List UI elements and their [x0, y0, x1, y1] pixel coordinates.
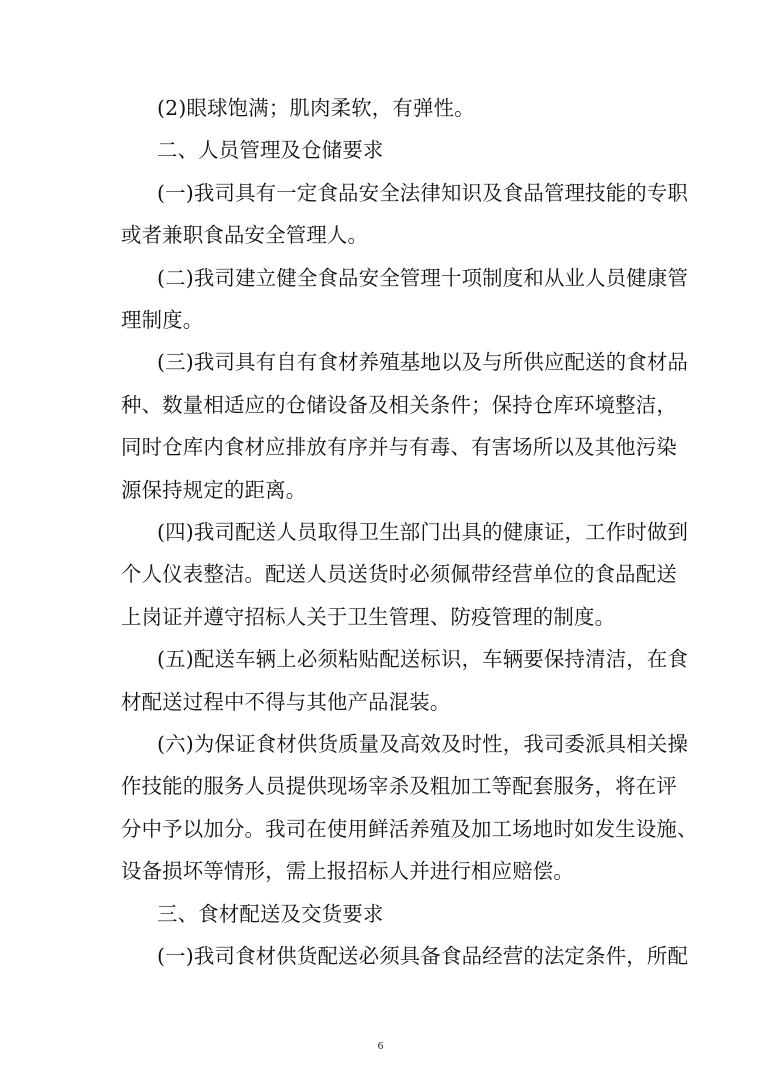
text-line: (六)为保证食材供货质量及高效及时性，我司委派具相关操	[157, 732, 689, 756]
text-line: 作技能的服务人员提供现场宰杀及粗加工等配套服务，将在评	[121, 774, 677, 799]
text-line: 或者兼职食品安全管理人。	[121, 223, 369, 248]
text-line: 三、食材配送及交货要求	[157, 901, 384, 926]
text-line: 材配送过程中不得与其他产品混装。	[121, 689, 451, 714]
page-number: 6	[377, 1040, 384, 1052]
text-line: 同时仓库内食材应排放有序并与有毒、有害场所以及其他污染	[121, 435, 677, 460]
text-line: 上岗证并遵守招标人关于卫生管理、防疫管理的制度。	[121, 604, 616, 629]
text-line: 种、数量相适应的仓储设备及相关条件；保持仓库环境整洁，	[121, 392, 677, 417]
text-line: (2)眼球饱满；肌肉柔软，有弹性。	[157, 96, 475, 120]
text-line: 设备损坏等情形，需上报招标人并进行相应赔偿。	[121, 859, 574, 884]
text-line: (四)我司配送人员取得卫生部门出具的健康证，工作时做到	[157, 520, 689, 544]
text-line: (三)我司具有自有食材养殖基地以及与所供应配送的食材品	[157, 350, 689, 375]
text-line: (一)我司具有一定食品安全法律知识及食品管理技能的专职	[157, 180, 689, 205]
text-line: (二)我司建立健全食品安全管理十项制度和从业人员健康管	[157, 265, 689, 290]
text-line: 分中予以加分。我司在使用鲜活养殖及加工场地时如发生设施、	[121, 816, 698, 841]
text-line: 源保持规定的距离。	[121, 477, 307, 502]
text-line: 二、人员管理及仓储要求	[157, 138, 384, 163]
text-line: 个人仪表整洁。配送人员送货时必须佩带经营单位的食品配送	[121, 562, 677, 587]
text-line: (一)我司食材供货配送必须具备食品经营的法定条件，所配	[157, 944, 689, 968]
text-line: (五)配送车辆上必须粘贴配送标识，车辆要保持清洁，在食	[157, 647, 689, 672]
text-line: 理制度。	[121, 308, 204, 332]
